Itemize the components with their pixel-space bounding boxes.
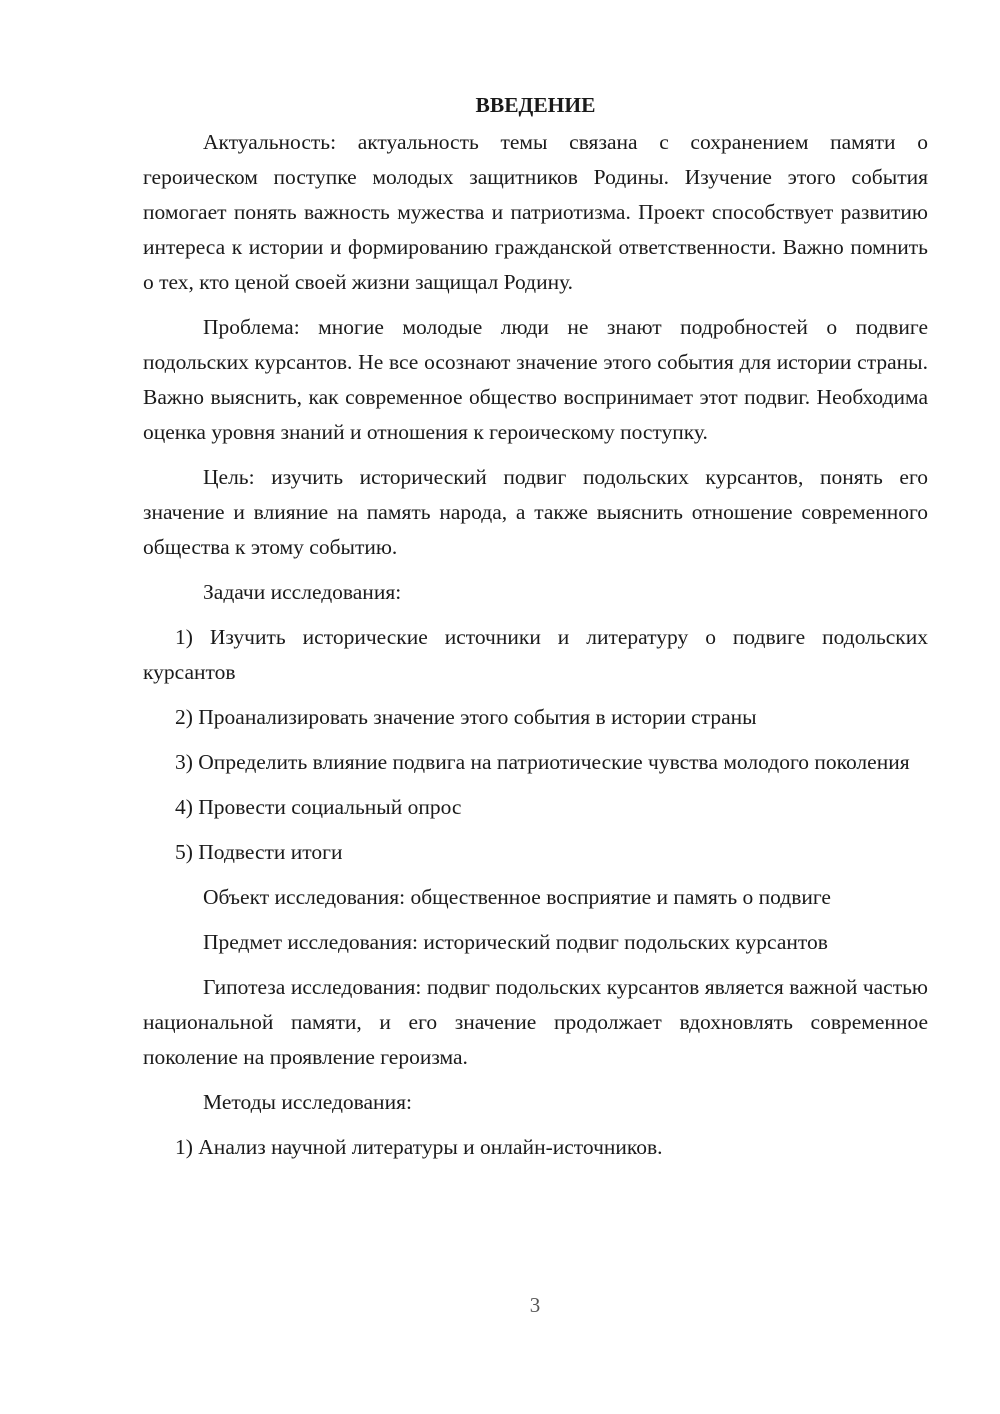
problem-paragraph: Проблема: многие молодые люди не знают подробностей о подвиге подольских курсантов. Не все осознают значение этого события для истории страны. Важно выяснить, как современное общество воспринимает этот подвиг. Необходима оценка уровня знаний и отношения к героическому поступку. [143, 315, 928, 444]
task-item-3: 3) Определить влияние подвига на патриотические чувства молодого поколения [175, 750, 910, 774]
tasks-title: Задачи исследования: [203, 580, 402, 604]
task-item-2: 2) Проанализировать значение этого события в истории страны [175, 705, 757, 729]
subject-paragraph: Предмет исследования: исторический подвиг подольских курсантов [203, 930, 828, 954]
document-page [143, 88, 928, 1175]
hypothesis-paragraph: Гипотеза исследования: подвиг подольских курсантов является важной частью национальной памяти, и его значение продолжает вдохновлять современное поколение на проявление героизма. [143, 975, 928, 1069]
goal-paragraph: Цель: изучить исторический подвиг подольских курсантов, понять его значение и влияние на память народа, а также выяснить отношение современного общества к этому событию. [143, 465, 928, 559]
methods-title: Методы исследования: [203, 1090, 412, 1114]
object-paragraph: Объект исследования: общественное восприятие и память о подвиге [203, 885, 831, 909]
method-item-1: 1) Анализ научной литературы и онлайн-источников. [175, 1135, 663, 1159]
task-item-4: 4) Провести социальный опрос [175, 795, 462, 819]
page-number: 3 [529, 1293, 541, 1317]
task-item-1: 1) Изучить исторические источники и литературу о подвиге подольских курсантов [143, 625, 928, 684]
task-item-5: 5) Подвести итоги [175, 840, 343, 864]
section-heading: ВВЕДЕНИЕ [475, 93, 596, 117]
relevance-paragraph: Актуальность: актуальность темы связана с сохранением памяти о героическом поступке молодых защитников Родины. Изучение этого события помогает понять важность мужества и патриотизма. Проект способствует развитию интереса к истории и формированию гражданской ответственности. Важно помнить о тех, кто ценой своей жизни защищал Родину. [143, 130, 928, 294]
